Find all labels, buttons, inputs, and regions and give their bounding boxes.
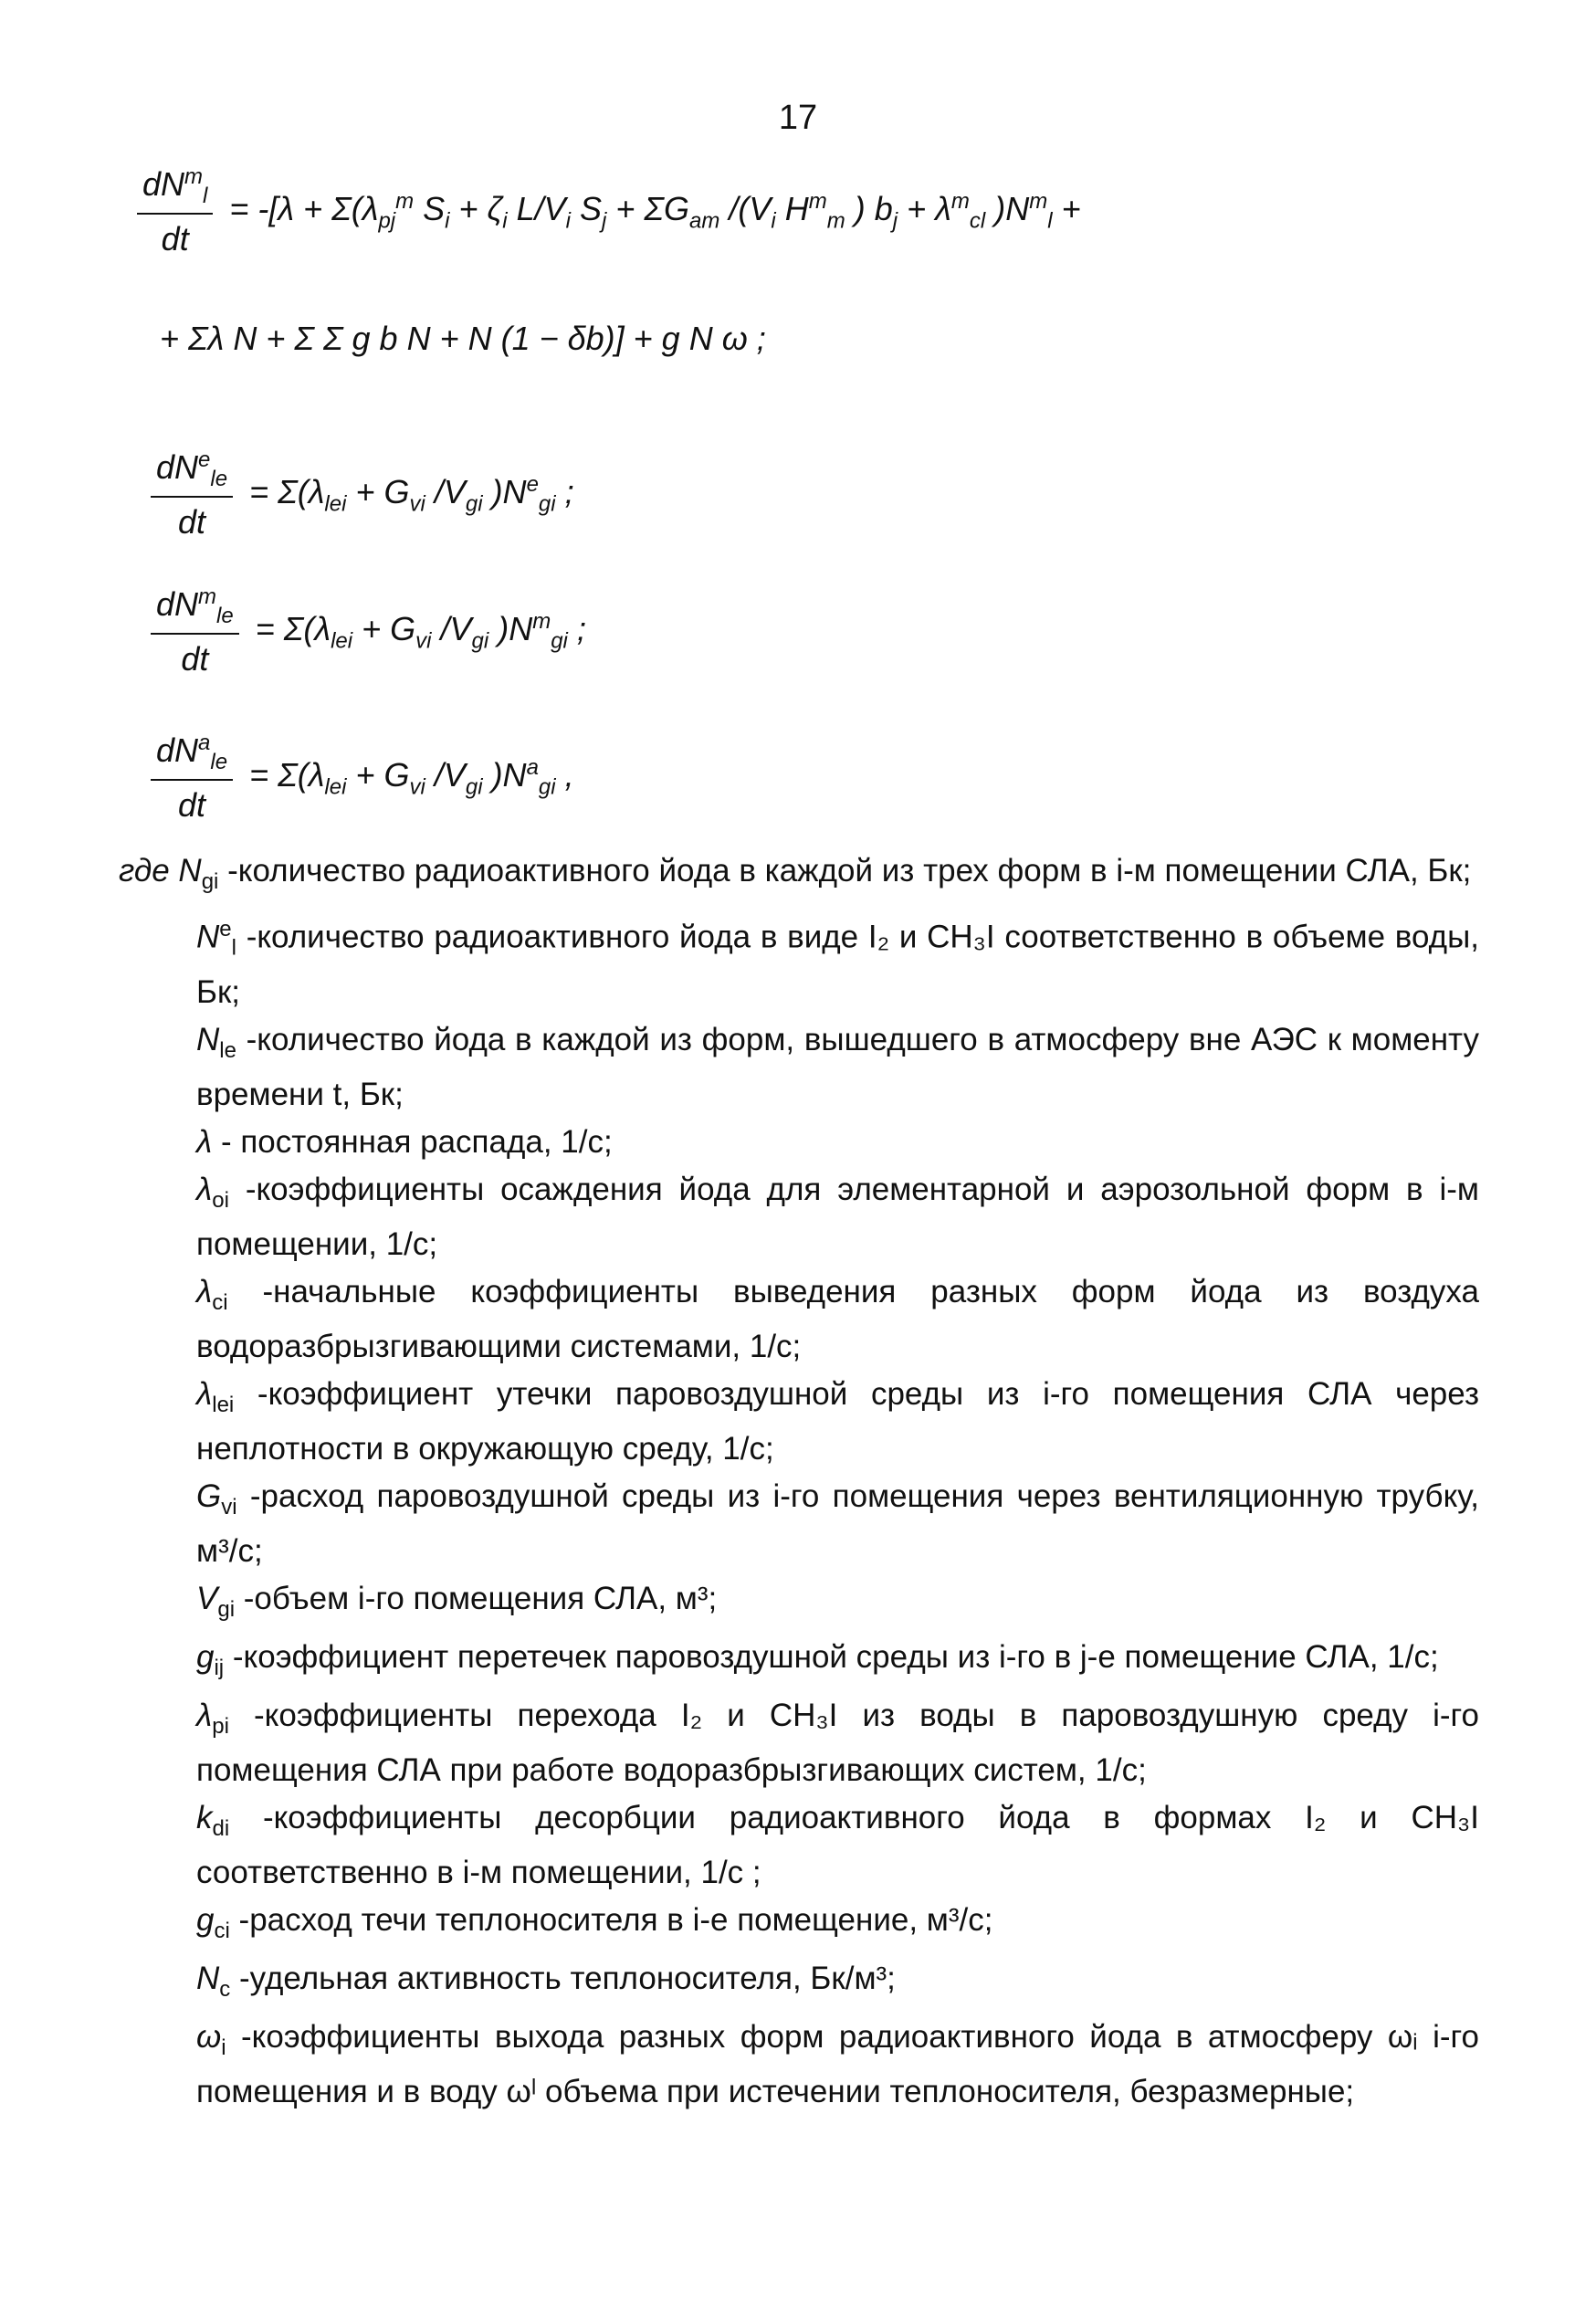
definition-item: $g_{ci}$ -расход течи теплоносителя в i-е помещение, м³/с; bbox=[196, 1901, 993, 1943]
equation-1-line-1: $\frac{dN^m_l}{dt}$ = $-[\lambda + \Sigma(\lambda_{pj}^m$ $S_i + \zeta_i$ $L/V_i$ $S_j + \Sigma G_{am}$ $/(V_i$ $H^m_m$ ) $b_j + \lambda^m_{cl}$ )$N^m_l$ + bbox=[137, 164, 1081, 258]
definition-item: где $N_{gi}$ -количество радиоактивного йода в каждой из трех форм в i-м помещении СЛА, Бк; bbox=[119, 853, 1472, 894]
fraction-dNle-a: $\frac{dN^a_{le}}{dt}$ bbox=[151, 731, 233, 825]
definition-item: $\lambda_{lei}$ -коэффициент утечки паровоздушной среды из i-го помещения СЛА через неплотности в окружающую среду, 1/с; bbox=[196, 1375, 1479, 1467]
definition-item: $G_{vi}$ -расход паровоздушной среды из i-го помещения через вентиляционную трубку, м³/с; bbox=[196, 1477, 1480, 1569]
definition-item: $V_{gi}$ -объем i-го помещения СЛА, м³; bbox=[196, 1580, 718, 1622]
definition-item: $k_{di}$ -коэффициенты десорбции радиоактивного йода в формах I₂ и CH₃I соответственно в i-м помещении, 1/с ; bbox=[196, 1799, 1479, 1890]
definitions-list bbox=[119, 849, 1479, 2118]
fraction-dNle-e: $\frac{dN^e_{le}}{dt}$ bbox=[151, 447, 233, 542]
definition-item: $g_{ij}$ -коэффициент перетечек паровоздушной среды из i-го в j-е помещение СЛА, 1/с; bbox=[196, 1638, 1439, 1680]
definition-item: $\omega_i$ -коэффициенты выхода разных форм радиоактивного йода в атмосферу ωᵢ i-го помещения и в воду ωˡ объема при истечении теплоносителя, безразмерные; bbox=[196, 2018, 1479, 2109]
definition-item: $\lambda_{pi}$ -коэффициенты перехода I₂ и CH₃I из воды в паровоздушную среду i-го помещения СЛА при работе водоразбрызгивающих систем, 1/с; bbox=[196, 1697, 1479, 1788]
fraction-dNle-m: $\frac{dN^m_{le}}{dt}$ bbox=[151, 584, 239, 678]
equation-2: $\frac{dN^e_{le}}{dt}$ = $\Sigma(\lambda_{lei} + G_{vi}$ $/V_{gi}$ )$N^e_{gi}$ ; bbox=[151, 447, 574, 542]
definition-item: $N_{le}$ -количество йода в каждой из форм, вышедшего в атмосферу вне АЭС к моменту времени t, Бк; bbox=[196, 1021, 1479, 1112]
page-number: 17 bbox=[778, 99, 818, 137]
equation-3: $\frac{dN^m_{le}}{dt}$ = $\Sigma(\lambda_{lei} + G_{vi}$ $/V_{gi}$ )$N^m_{gi}$ ; bbox=[151, 584, 586, 678]
definition-item: λ - постоянная распада, 1/с; bbox=[196, 1123, 613, 1160]
definition-item: $N_c$ -удельная активность теплоносителя, Бк/м³; bbox=[196, 1960, 896, 2002]
definition-item: $\lambda_{ci}$ -начальные коэффициенты выведения разных форм йода из воздуха водоразбрызгивающими системами, 1/с; bbox=[196, 1273, 1479, 1364]
definition-item: $\lambda_{oi}$ -коэффициенты осаждения йода для элементарной и аэрозольной форм в i-м помещении, 1/с; bbox=[196, 1171, 1479, 1262]
fraction-dNl-dt: $\frac{dN^m_l}{dt}$ bbox=[137, 164, 213, 258]
equation-1-line-2: + Σλ N + Σ Σ g b N + N (1 − δb)] + g N ω ; bbox=[160, 320, 766, 357]
definition-item: $N^e_l$ -количество радиоактивного йода в виде I₂ и CH₃I соответственно в объеме воды, Бк; bbox=[196, 917, 1479, 1010]
equation-4: $\frac{dN^a_{le}}{dt}$ = $\Sigma(\lambda_{lei} + G_{vi}$ $/V_{gi}$ )$N^a_{gi}$ , bbox=[151, 731, 574, 825]
